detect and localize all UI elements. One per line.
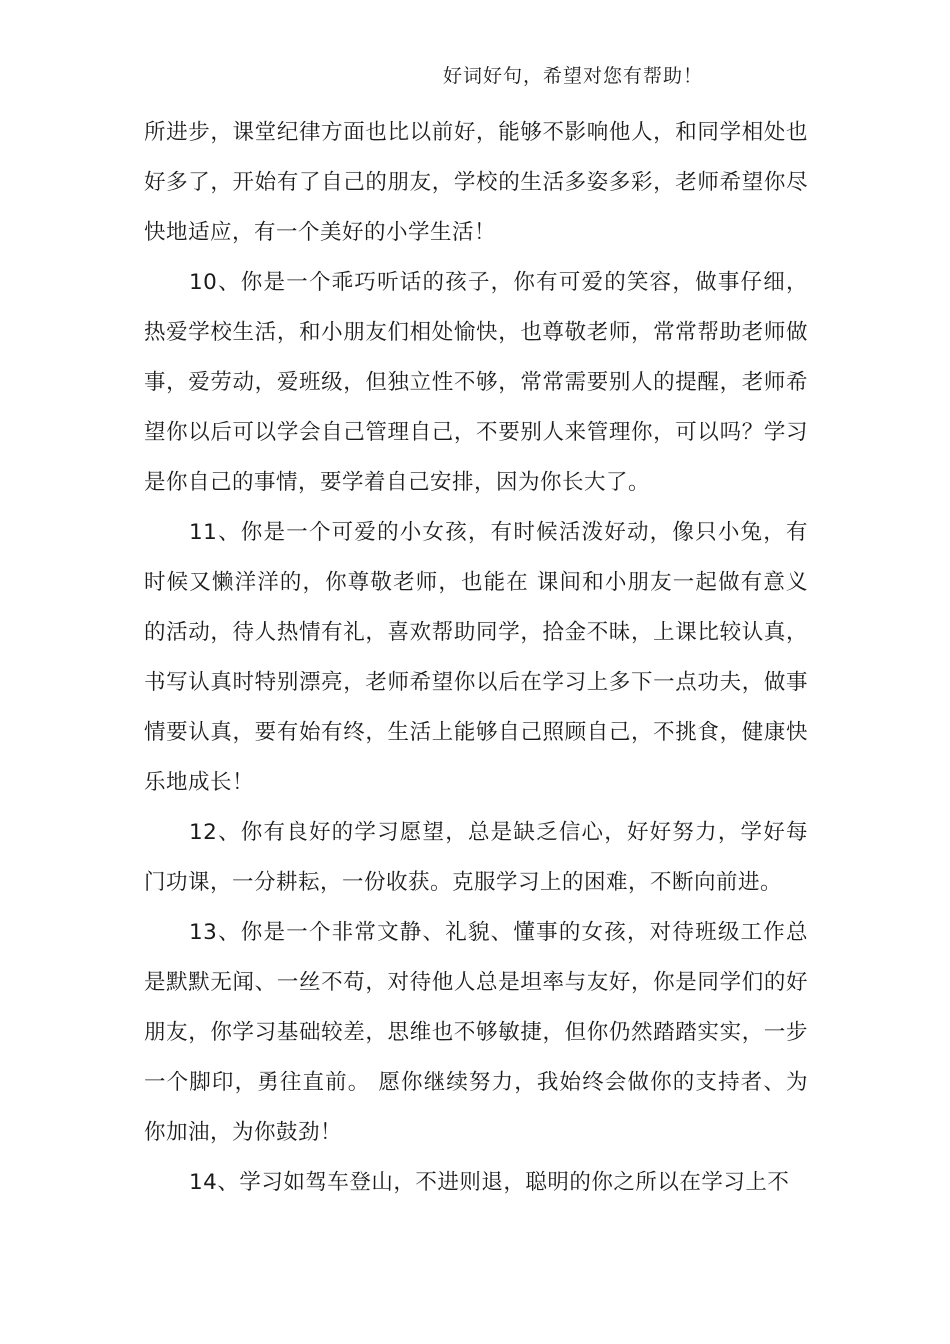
paragraph-continuation: 所进步，课堂纪律方面也比以前好，能够不影响他人，和同学相处也好多了，开始有了自己的朋友，学校的生活多姿多彩，老师希望你尽快地适应，有一个美好的小学生活！ <box>144 120 808 245</box>
paragraph-14: 14、学习如驾车登山，不进则退，聪明的你之所以在学习上不 <box>189 1170 790 1195</box>
paragraph-13: 13、你是一个非常文静、礼貌、懂事的女孩，对待班级工作总是默默无闻、一丝不苟，对待他人总是坦率与友好，你是同学们的好朋友，你学习基础较差，思维也不够敏捷，但你仍然踏踏实实，一步一个脚印，勇往直前。 愿你继续努力，我始终会做你的支持者、为你加油，为你鼓劲！ <box>144 920 808 1145</box>
paragraph-11: 11、你是一个可爱的小女孩，有时候活泼好动，像只小兔，有时候又懒洋洋的，你尊敬老师，也能在 课间和小朋友一起做有意义的活动，待人热情有礼，喜欢帮助同学，拾金不昧，上课比较认真，书写认真时特别漂亮，老师希望你以后在学习上多下一点功夫，做事情要认真，要有始有终，生活上能够自己照顾自己，不挑食，健康快乐地成长！ <box>144 520 808 795</box>
paragraph-10: 10、你是一个乖巧听话的孩子，你有可爱的笑容，做事仔细，热爱学校生活，和小朋友们相处愉快，也尊敬老师，常常帮助老师做事，爱劳动，爱班级，但独立性不够，常常需要别人的提醒，老师希望你以后可以学会自己管理自己，不要别人来管理你，可以吗？学习是你自己的事情，要学着自己安排，因为你长大了。 <box>144 270 808 495</box>
page-header: 好词好句，希望对您有帮助！ <box>443 65 704 87</box>
document-body <box>144 108 808 1208</box>
paragraph-12: 12、你有良好的学习愿望，总是缺乏信心，好好努力，学好每门功课，一分耕耘，一份收获。克服学习上的困难，不断向前进。 <box>144 820 808 895</box>
